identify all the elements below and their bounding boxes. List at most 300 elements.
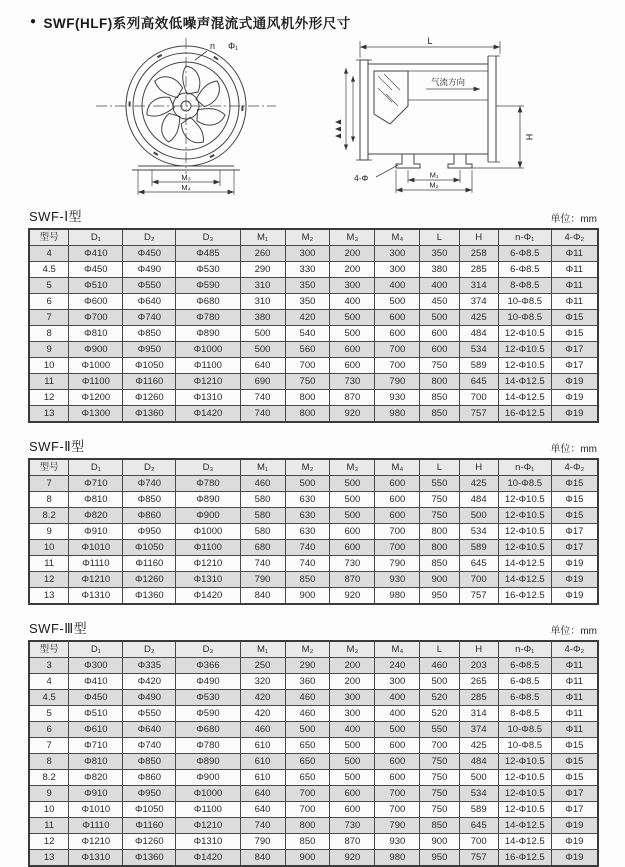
table-cell: Φ1050 (123, 802, 176, 818)
table-cell: 200 (330, 674, 375, 690)
table-cell: Φ1210 (176, 374, 240, 390)
column-header: D₁ (69, 641, 123, 658)
table-cell: 460 (240, 476, 285, 492)
table-cell: Φ1110 (69, 556, 123, 572)
table-row (29, 588, 598, 605)
table-cell: Φ17 (551, 802, 598, 818)
table-cell: 500 (375, 294, 420, 310)
table-cell: 750 (420, 492, 459, 508)
bolt-callout-leader (195, 51, 207, 60)
table-cell: 12-Φ10.5 (498, 802, 551, 818)
table-cell: 14-Φ12.5 (498, 834, 551, 850)
table-header-row (29, 459, 598, 476)
table-cell: Φ1100 (176, 358, 240, 374)
table-cell: 350 (420, 246, 459, 262)
table-cell: 560 (285, 342, 330, 358)
table-cell: 740 (240, 406, 285, 423)
table-cell: 300 (375, 246, 420, 262)
table-cell: 630 (285, 508, 330, 524)
table-cell: 750 (420, 786, 459, 802)
table-cell: 850 (420, 556, 459, 572)
section-title-swf2: SWF-Ⅱ型 (29, 439, 85, 454)
table-cell: 12-Φ10.5 (498, 540, 551, 556)
table-cell: 740 (240, 556, 285, 572)
table-cell: Φ740 (123, 476, 176, 492)
table-cell: 500 (330, 508, 375, 524)
table-cell: 800 (420, 524, 459, 540)
table-cell: 4.5 (29, 262, 69, 278)
table-cell: Φ780 (176, 476, 240, 492)
table-cell: Φ450 (69, 262, 123, 278)
inlet-flange (360, 60, 368, 160)
table-cell: 534 (459, 342, 498, 358)
table-cell: 600 (330, 524, 375, 540)
table-cell: Φ1100 (176, 802, 240, 818)
table-cell: 320 (240, 674, 285, 690)
table-cell: 589 (459, 540, 498, 556)
table-cell: 9 (29, 342, 69, 358)
table-cell: 645 (459, 556, 498, 572)
table-cell: Φ11 (551, 674, 598, 690)
table-cell: Φ15 (551, 754, 598, 770)
motor-block (374, 71, 408, 124)
table-cell: 425 (459, 476, 498, 492)
table-cell: 500 (330, 310, 375, 326)
foot-hole-callout-leader (376, 165, 398, 177)
table-cell: Φ740 (123, 738, 176, 754)
table-cell: Φ11 (551, 262, 598, 278)
table-row (29, 818, 598, 834)
table-cell: 900 (420, 572, 459, 588)
table-cell: Φ19 (551, 390, 598, 406)
table-cell: 580 (240, 524, 285, 540)
table-cell: 14-Φ12.5 (498, 818, 551, 834)
table-cell: Φ1000 (176, 342, 240, 358)
table-cell: 500 (285, 722, 330, 738)
table-cell: 200 (330, 262, 375, 278)
table-cell: Φ860 (123, 508, 176, 524)
table-cell: Φ15 (551, 326, 598, 342)
table-cell: 420 (240, 690, 285, 706)
table-cell: Φ900 (69, 342, 123, 358)
table-cell: 790 (375, 556, 420, 572)
section-title-swf1: SWF-Ⅰ型 (29, 209, 83, 224)
table-cell: Φ15 (551, 738, 598, 754)
table-cell: 374 (459, 294, 498, 310)
table-cell: Φ1160 (123, 818, 176, 834)
table-cell: Φ490 (123, 690, 176, 706)
table-cell: 580 (240, 492, 285, 508)
column-header: M₃ (330, 641, 375, 658)
dimension-h-label: H (523, 133, 534, 141)
table-cell: Φ1000 (69, 358, 123, 374)
table-cell: 790 (240, 572, 285, 588)
table-cell: 10-Φ8.5 (498, 310, 551, 326)
table-cell: 600 (375, 738, 420, 754)
table-cell: Φ450 (69, 690, 123, 706)
table-cell: 4 (29, 674, 69, 690)
table-cell: 800 (420, 374, 459, 390)
table-cell: 500 (459, 770, 498, 786)
table-cell: 460 (285, 706, 330, 722)
table-cell: 750 (285, 374, 330, 390)
table-cell: 260 (240, 246, 285, 262)
table-cell: 700 (285, 802, 330, 818)
table-cell: 9 (29, 786, 69, 802)
table-cell: 6-Φ8.5 (498, 658, 551, 674)
table-cell: 11 (29, 374, 69, 390)
table-cell: Φ1210 (69, 834, 123, 850)
table-cell: 534 (459, 786, 498, 802)
table-cell: 700 (375, 524, 420, 540)
table-cell: 650 (285, 754, 330, 770)
table-cell: 900 (285, 850, 330, 867)
table-cell: 700 (459, 572, 498, 588)
table-cell: 700 (285, 358, 330, 374)
table-cell: 750 (420, 508, 459, 524)
table-cell: 800 (285, 406, 330, 423)
column-header: D₃ (176, 641, 240, 658)
table-cell: 285 (459, 690, 498, 706)
table-row (29, 690, 598, 706)
table-cell: 484 (459, 492, 498, 508)
doc-title (30, 12, 599, 32)
column-header: M₁ (240, 459, 285, 476)
table-cell: 14-Φ12.5 (498, 390, 551, 406)
table-row (29, 246, 598, 262)
table-cell: 200 (330, 658, 375, 674)
table-cell: Φ17 (551, 524, 598, 540)
fan-blades (143, 66, 225, 148)
table-row (29, 540, 598, 556)
table-cell: 500 (330, 492, 375, 508)
table-cell: 600 (330, 540, 375, 556)
table-cell: 420 (285, 310, 330, 326)
table-cell: Φ420 (123, 674, 176, 690)
table-cell: 258 (459, 246, 498, 262)
table-cell: Φ1260 (123, 390, 176, 406)
table-cell: 200 (330, 246, 375, 262)
table-cell: 730 (330, 818, 375, 834)
table-cell: 8 (29, 326, 69, 342)
table-cell: Φ860 (123, 770, 176, 786)
table-cell: Φ1260 (123, 834, 176, 850)
table-cell: 640 (240, 802, 285, 818)
column-header: H (459, 459, 498, 476)
table-cell: Φ780 (176, 310, 240, 326)
table-cell: Φ300 (69, 658, 123, 674)
table-cell: 450 (420, 294, 459, 310)
table-cell: Φ335 (123, 658, 176, 674)
table-row (29, 278, 598, 294)
column-header: M₄ (375, 459, 420, 476)
table-cell: 700 (420, 738, 459, 754)
table-cell: Φ19 (551, 818, 598, 834)
table-row (29, 556, 598, 572)
table-cell: 700 (375, 358, 420, 374)
table-cell: Φ1000 (176, 524, 240, 540)
table-cell: 750 (420, 358, 459, 374)
table-cell: 850 (420, 818, 459, 834)
table-cell: Φ1420 (176, 406, 240, 423)
fan-front-view-drawing (86, 34, 286, 198)
table-cell: 930 (375, 572, 420, 588)
table-cell: Φ610 (69, 722, 123, 738)
table-cell: 400 (375, 278, 420, 294)
table-cell: Φ1360 (123, 850, 176, 867)
table-cell: 8.2 (29, 508, 69, 524)
table-cell: 460 (240, 722, 285, 738)
table-cell: Φ19 (551, 556, 598, 572)
table-row (29, 834, 598, 850)
table-cell: 600 (420, 326, 459, 342)
table-cell: 850 (420, 406, 459, 423)
table-cell: Φ820 (69, 508, 123, 524)
table-cell: 7 (29, 310, 69, 326)
table-cell: Φ890 (176, 754, 240, 770)
table-cell: 600 (375, 492, 420, 508)
column-header: D₁ (69, 229, 123, 246)
column-header: M₂ (285, 459, 330, 476)
column-header: M₃ (330, 229, 375, 246)
table-cell: Φ11 (551, 706, 598, 722)
table-cell: 203 (459, 658, 498, 674)
table-row (29, 358, 598, 374)
table-cell: 300 (330, 278, 375, 294)
table-cell: 240 (375, 658, 420, 674)
table-cell: 900 (420, 834, 459, 850)
table-cell: Φ1310 (69, 850, 123, 867)
column-header: n-Φ₁ (498, 641, 551, 658)
column-header: M₃ (330, 459, 375, 476)
table-cell: Φ680 (176, 294, 240, 310)
table-cell: 870 (330, 834, 375, 850)
table-cell: 800 (285, 818, 330, 834)
table-cell: 6 (29, 294, 69, 310)
table-cell: 740 (285, 540, 330, 556)
table-cell: 400 (330, 294, 375, 310)
table-cell: 840 (240, 850, 285, 867)
table-row (29, 674, 598, 690)
table-cell: 740 (285, 556, 330, 572)
table-cell: 750 (420, 802, 459, 818)
table-cell: Φ710 (69, 476, 123, 492)
table-cell: Φ15 (551, 508, 598, 524)
table-row (29, 374, 598, 390)
table-cell: 460 (285, 690, 330, 706)
table-cell: 700 (375, 802, 420, 818)
column-header: L (420, 459, 459, 476)
dimension-table-swf2 (28, 458, 599, 605)
table-cell: 500 (285, 476, 330, 492)
table-cell: 740 (240, 390, 285, 406)
table-cell: 500 (330, 738, 375, 754)
table-cell: 850 (420, 390, 459, 406)
table-cell: 540 (285, 326, 330, 342)
table-cell: Φ950 (123, 786, 176, 802)
table-cell: 850 (285, 834, 330, 850)
table-cell: 12 (29, 572, 69, 588)
table-cell: 10-Φ8.5 (498, 476, 551, 492)
table-cell: 520 (420, 706, 459, 722)
table-cell: 420 (240, 706, 285, 722)
table-row (29, 786, 598, 802)
column-header: D₂ (123, 459, 176, 476)
table-cell: Φ19 (551, 406, 598, 423)
table-cell: Φ810 (69, 754, 123, 770)
table-cell: 10 (29, 802, 69, 818)
table-cell: 550 (420, 476, 459, 492)
table-cell: Φ15 (551, 492, 598, 508)
table-cell: 400 (330, 722, 375, 738)
table-row (29, 738, 598, 754)
table-cell: 400 (420, 278, 459, 294)
table-cell: 600 (375, 754, 420, 770)
table-cell: 500 (330, 476, 375, 492)
table-cell: 12-Φ10.5 (498, 754, 551, 770)
table-row (29, 262, 598, 278)
table-cell: 425 (459, 310, 498, 326)
table-cell: 950 (420, 850, 459, 867)
table-cell: Φ740 (123, 310, 176, 326)
table-cell: Φ19 (551, 850, 598, 867)
table-cell: 645 (459, 374, 498, 390)
table-cell: 640 (240, 786, 285, 802)
table-cell: 700 (285, 786, 330, 802)
column-header: M₁ (240, 229, 285, 246)
table-cell: Φ490 (123, 262, 176, 278)
table-cell: Φ19 (551, 572, 598, 588)
table-cell: 8 (29, 492, 69, 508)
column-header: M₁ (240, 641, 285, 658)
table-cell: Φ900 (176, 508, 240, 524)
table-cell: 757 (459, 406, 498, 423)
table-cell: Φ680 (176, 722, 240, 738)
table-row (29, 722, 598, 738)
table-cell: Φ600 (69, 294, 123, 310)
table-cell: 380 (240, 310, 285, 326)
table-cell: Φ1110 (69, 818, 123, 834)
dimension-l-label: L (426, 36, 433, 46)
table-cell: 12-Φ10.5 (498, 508, 551, 524)
table-cell: 690 (240, 374, 285, 390)
unit-label: 单位：mm (550, 214, 597, 225)
table-cell: 13 (29, 850, 69, 867)
table-cell: Φ510 (69, 706, 123, 722)
table-cell: Φ19 (551, 834, 598, 850)
table-cell: Φ900 (176, 770, 240, 786)
dimension-table-swf1 (28, 228, 599, 423)
table-cell: 645 (459, 818, 498, 834)
table-cell: Φ11 (551, 294, 598, 310)
table-cell: 5 (29, 706, 69, 722)
table-cell: Φ850 (123, 492, 176, 508)
table-cell: 757 (459, 588, 498, 605)
column-header: M₄ (375, 229, 420, 246)
table-cell: 314 (459, 278, 498, 294)
table-cell: 7 (29, 738, 69, 754)
table-cell: Φ15 (551, 310, 598, 326)
column-header: H (459, 641, 498, 658)
table-cell: Φ1420 (176, 588, 240, 605)
column-header: D₂ (123, 641, 176, 658)
table-cell: 600 (375, 508, 420, 524)
table-cell: 484 (459, 754, 498, 770)
table-cell: Φ850 (123, 326, 176, 342)
dimension-m4-label: M₄ (180, 183, 191, 192)
table-cell: 700 (459, 390, 498, 406)
table-row (29, 572, 598, 588)
bullet-icon: ● (30, 15, 37, 27)
table-cell: Φ1260 (123, 572, 176, 588)
table-cell: 610 (240, 754, 285, 770)
table-cell: Φ11 (551, 658, 598, 674)
table-cell: 980 (375, 850, 420, 867)
table-cell: 8-Φ8.5 (498, 706, 551, 722)
table-cell: 500 (330, 326, 375, 342)
column-header: 型号 (29, 229, 69, 246)
table-cell: Φ17 (551, 786, 598, 802)
table-cell: Φ366 (176, 658, 240, 674)
table-cell: Φ1100 (69, 374, 123, 390)
table-cell: 600 (330, 786, 375, 802)
table-cell: 13 (29, 588, 69, 605)
column-header: 4-Φ₂ (551, 459, 598, 476)
table-cell: 310 (240, 294, 285, 310)
table-cell: 500 (459, 508, 498, 524)
table-cell: 10 (29, 358, 69, 374)
table-cell: Φ11 (551, 246, 598, 262)
table-cell: Φ1010 (69, 540, 123, 556)
table-row (29, 802, 598, 818)
table-cell: 12-Φ10.5 (498, 326, 551, 342)
table-cell: 285 (459, 262, 498, 278)
table-cell: 600 (375, 476, 420, 492)
table-cell: 534 (459, 524, 498, 540)
table-cell: Φ1360 (123, 588, 176, 605)
table-cell: 790 (375, 818, 420, 834)
table-cell: 700 (375, 342, 420, 358)
table-cell: 500 (330, 770, 375, 786)
table-cell: 630 (285, 492, 330, 508)
table-cell: 400 (375, 690, 420, 706)
table-row (29, 326, 598, 342)
fan-side-view-drawing (330, 34, 542, 198)
table-cell: 500 (240, 326, 285, 342)
table-cell: Φ17 (551, 540, 598, 556)
dimension-m2-label: M₂ (428, 180, 439, 190)
table-cell: Φ1000 (176, 786, 240, 802)
table-cell: Φ17 (551, 358, 598, 374)
table-cell: 600 (375, 310, 420, 326)
table-cell: Φ700 (69, 310, 123, 326)
table-cell: 650 (285, 738, 330, 754)
table-cell: 500 (420, 310, 459, 326)
table-cell: 930 (375, 390, 420, 406)
table-row (29, 406, 598, 423)
table-row (29, 524, 598, 540)
table-cell: Φ11 (551, 690, 598, 706)
dimension-table-swf3 (28, 640, 599, 867)
table-cell: 500 (330, 754, 375, 770)
table-cell: 610 (240, 738, 285, 754)
table-cell: 10-Φ8.5 (498, 738, 551, 754)
table-cell: Φ910 (69, 786, 123, 802)
table-cell: 300 (330, 690, 375, 706)
table-cell: Φ1050 (123, 540, 176, 556)
table-cell: 11 (29, 818, 69, 834)
table-cell: 730 (330, 374, 375, 390)
